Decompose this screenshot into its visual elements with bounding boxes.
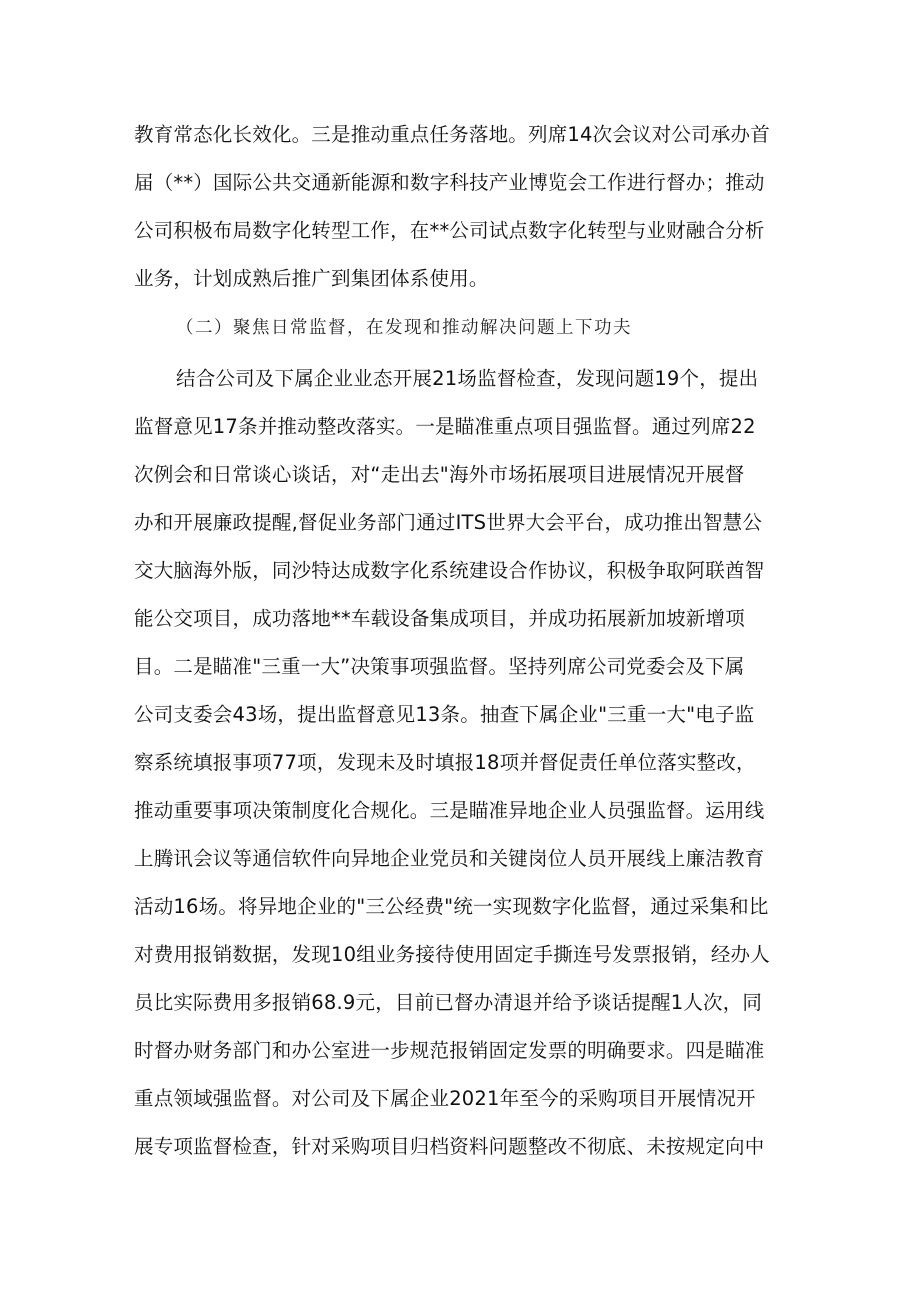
paragraph-2-line-14: 员比实际费用多报销68.9元，目前已督办清退并给予谈话提醒1人次，同	[134, 991, 763, 1014]
paragraph-1-line-1: 教育常态化长效化。三是推动重点任务落地。列席14次会议对公司承办首	[134, 123, 770, 146]
paragraph-2-line-10: 推动重要事项决策制度化合规化。三是瞄准异地企业人员强监督。运用线	[134, 799, 765, 822]
paragraph-2-line-13: 对费用报销数据，发现10组业务接待使用固定手撕连号发票报销，经办人	[134, 943, 770, 966]
paragraph-2-line-16: 重点领域强监督。对公司及下属企业2021年至今的采购项目开展情况开	[134, 1087, 756, 1110]
paragraph-2-line-11: 上腾讯会议等通信软件向异地企业党员和关键岗位人员开展线上廉洁教育	[134, 847, 765, 870]
paragraph-2-line-4: 办和开展廉政提醒,督促业务部门通过ITS世界大会平台，成功推出智慧公	[134, 511, 763, 534]
paragraph-1-line-3: 公司积极布局数字化转型工作，在**公司试点数字化转型与业财融合分析	[134, 219, 765, 242]
paragraph-2-line-17: 展专项监督检查，针对采购项目归档资料问题整改不彻底、未按规定向中	[134, 1135, 765, 1158]
paragraph-2-line-2: 监督意见17条并推动整改落实。一是瞄准重点项目强监督。通过列席22	[134, 415, 756, 438]
paragraph-2-line-12: 活动16场。将异地企业的"三公经费"统一实现数字化监督，通过采集和比	[134, 895, 769, 918]
paragraph-2-line-3: 次例会和日常谈心谈话，对“走出去"海外市场拓展项目进展情况开展督	[134, 463, 745, 486]
paragraph-2-line-6: 能公交项目，成功落地**车载设备集成项目，并成功拓展新加坡新增项	[134, 607, 745, 630]
paragraph-2-line-8: 公司支委会43场，提出监督意见13条。抽查下属企业"三重一大"电子监	[134, 703, 755, 726]
paragraph-2-line-9: 察系统填报事项77项，发现未及时填报18项并督促责任单位落实整改，	[134, 751, 756, 774]
paragraph-1-line-4: 业务，计划成熟后推广到集团体系使用。	[134, 267, 489, 290]
paragraph-2-line-1: 结合公司及下属企业业态开展21场监督检查，发现问题19个，提出	[176, 367, 759, 390]
paragraph-2-line-7: 目。二是瞄准"三重一大”决策事项强监督。坚持列席公司党委会及下属	[134, 655, 745, 678]
paragraph-2-line-15: 时督办财务部门和办公室进一步规范报销固定发票的明确要求。四是瞄准	[134, 1039, 765, 1062]
section-heading: （二）聚焦日常监督，在发现和推动解决问题上下功夫	[176, 318, 632, 338]
paragraph-2-line-5: 交大脑海外版，同沙特达成数字化系统建设合作协议，积极争取阿联酋智	[134, 559, 765, 582]
paragraph-1-line-2: 届（**）国际公共交通新能源和数字科技产业博览会工作进行督办；推动	[134, 171, 765, 194]
